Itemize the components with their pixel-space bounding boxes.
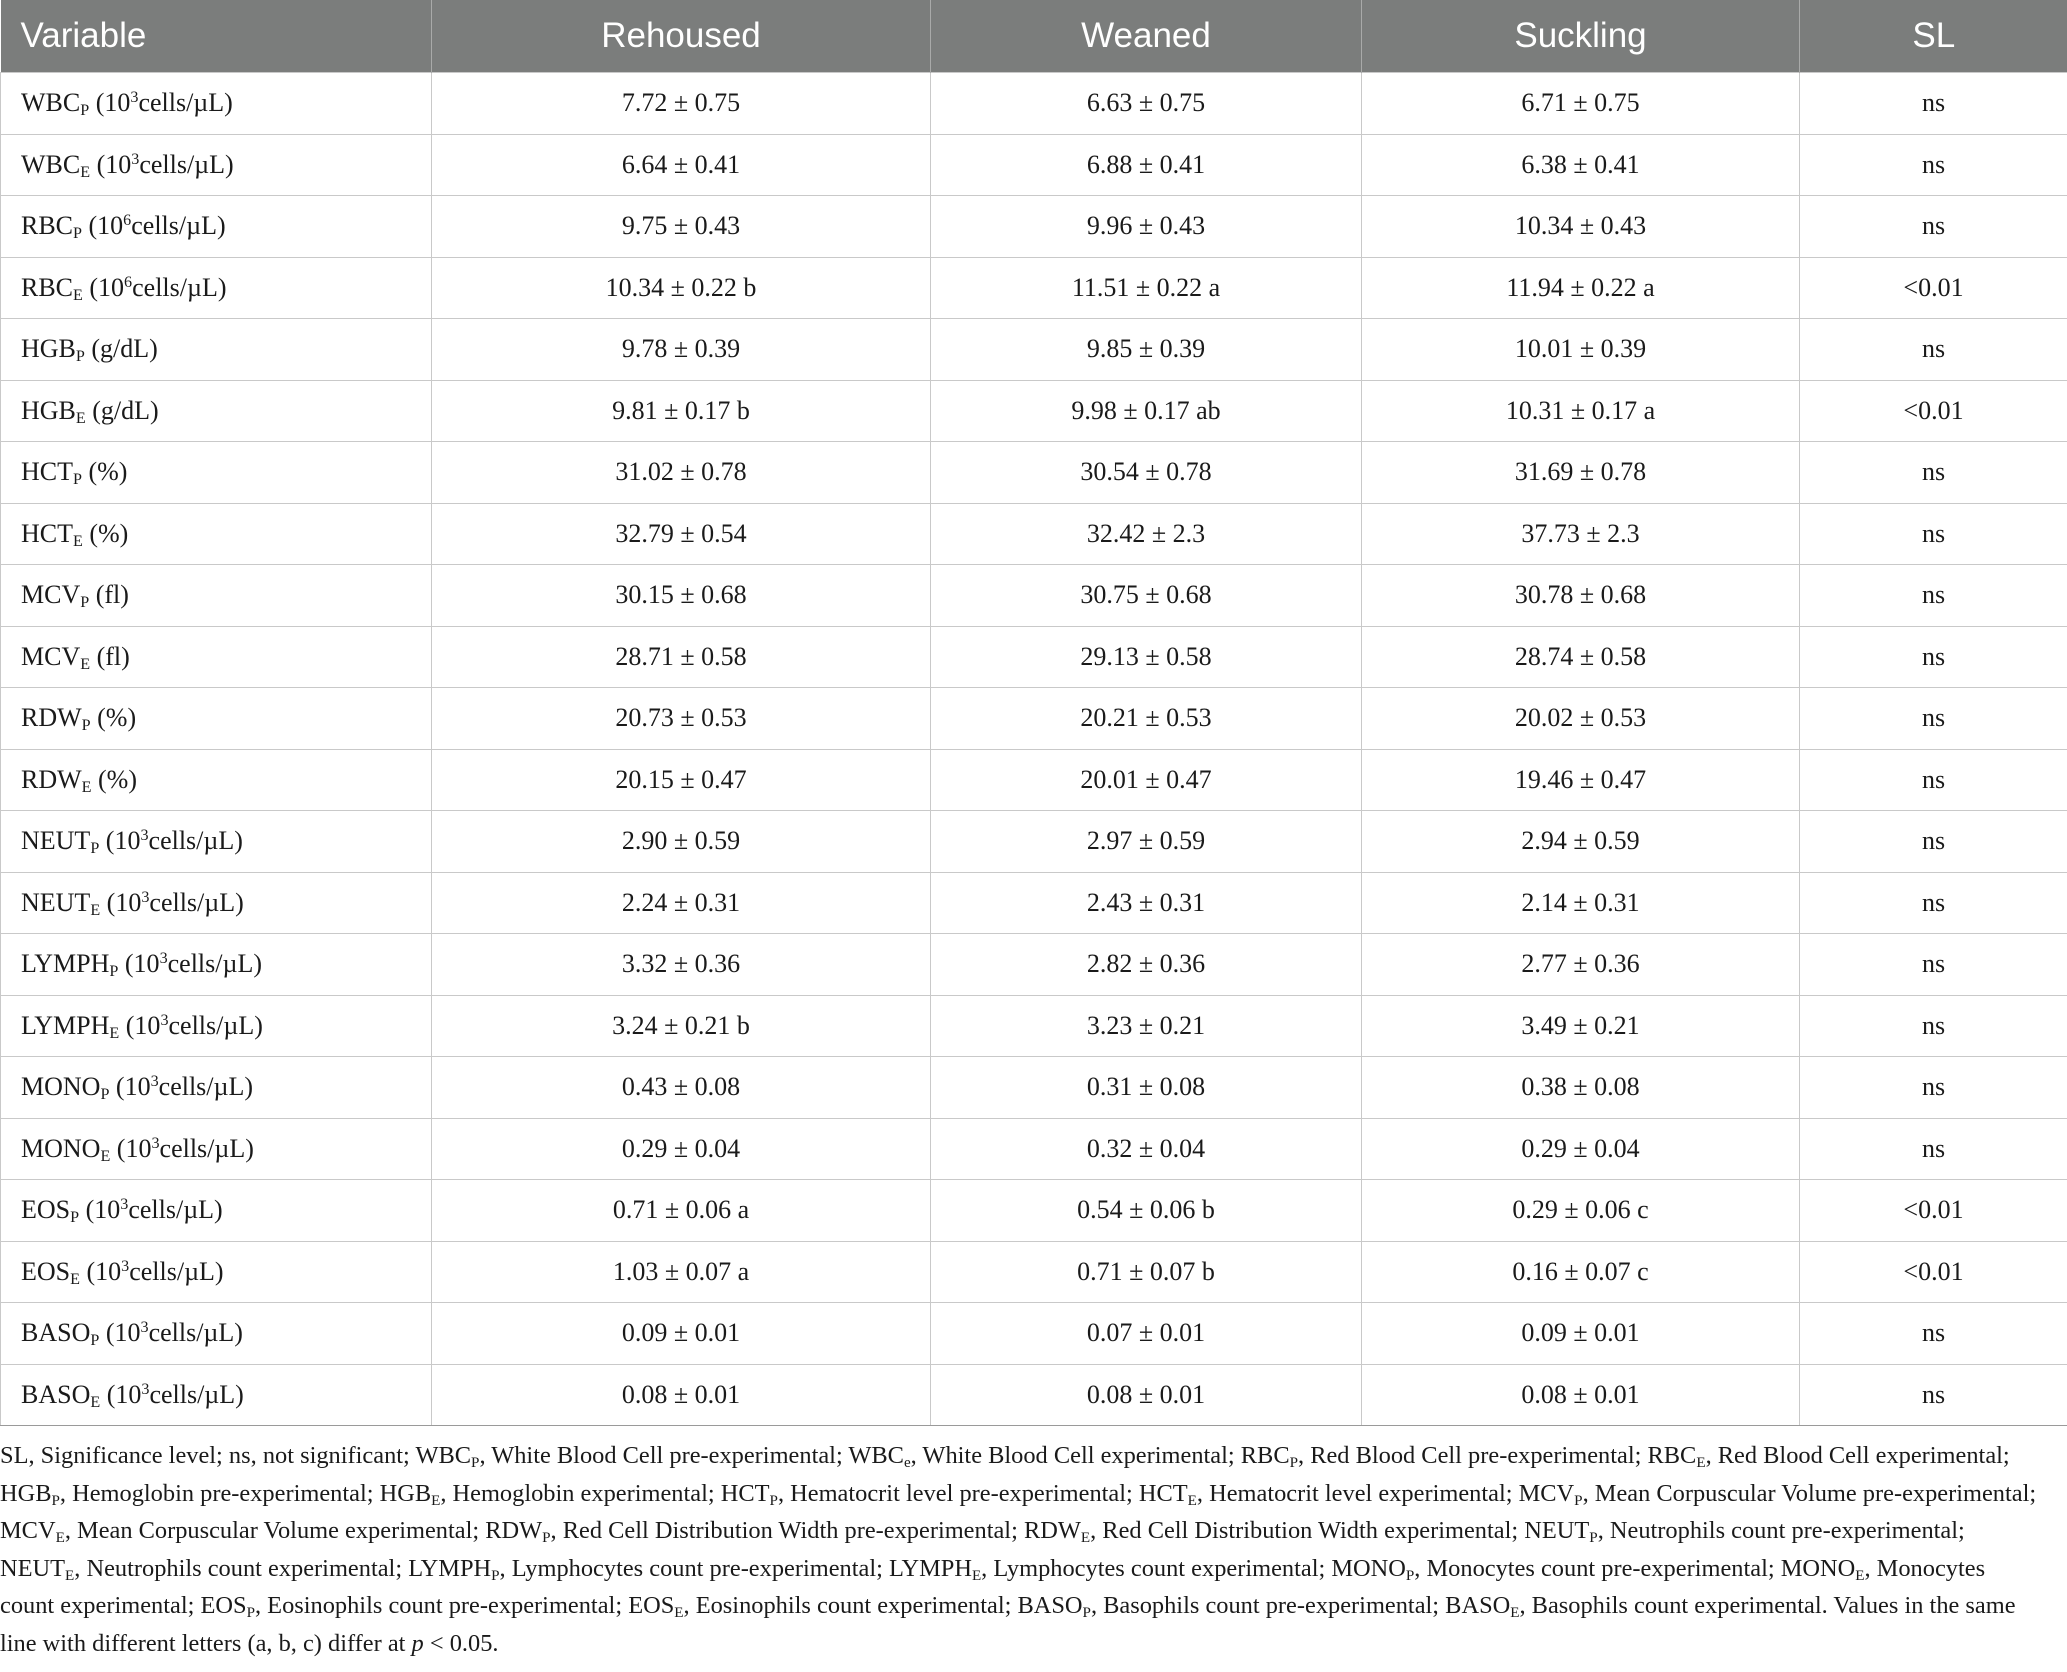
variable-name: RDW [21, 764, 82, 794]
footnote-text: , Neutrophils count pre-experimental; NEUT [0, 1517, 1965, 1582]
variable-unit: (fl) [90, 641, 130, 671]
significance-value: ns [1800, 811, 2067, 873]
variable-cell [1, 319, 432, 381]
variable-name: MCV [21, 580, 81, 610]
variable-unit-suffix: cells/µL) [128, 1195, 223, 1225]
weaned-value: 2.43 ± 0.31 [931, 872, 1362, 934]
footnote-text: , Hemoglobin experimental; HCT [440, 1479, 770, 1507]
variable-cell [1, 749, 432, 811]
variable-name: LYMPH [21, 949, 110, 979]
variable-subscript: P [90, 840, 100, 858]
footnote-text: , Mean Corpuscular Volume pre-experimental; MCV [0, 1479, 2037, 1545]
footnote-subscript: e [903, 1454, 911, 1471]
variable-name: BASO [21, 1379, 91, 1409]
variable-unit: (10 [82, 211, 124, 241]
suckling-value: 0.29 ± 0.06 c [1362, 1180, 1800, 1242]
variable-unit-suffix: cells/µL) [159, 1133, 254, 1163]
variable-subscript: E [109, 1024, 120, 1042]
table-row [1, 1118, 2067, 1180]
significance-value: <0.01 [1800, 1180, 2067, 1242]
footnote-subscript: E [674, 1605, 684, 1622]
table-row [1, 134, 2067, 196]
rehoused-value: 20.73 ± 0.53 [432, 688, 931, 750]
rehoused-value: 2.90 ± 0.59 [432, 811, 931, 873]
suckling-value: 0.16 ± 0.07 c [1362, 1241, 1800, 1303]
rehoused-value: 9.81 ± 0.17 b [432, 380, 931, 442]
variable-cell [1, 442, 432, 504]
footnote-subscript: E [1855, 1567, 1865, 1584]
rehoused-value: 9.78 ± 0.39 [432, 319, 931, 381]
column-header-variable: Variable [1, 0, 432, 73]
variable-name: MONO [21, 1133, 101, 1163]
table-row [1, 1364, 2067, 1426]
variable-name: HGB [21, 334, 76, 364]
unit-exponent: 3 [151, 1134, 160, 1152]
variable-unit-suffix: cells/µL) [168, 1010, 263, 1040]
suckling-value: 2.94 ± 0.59 [1362, 811, 1800, 873]
variable-name: MONO [21, 1072, 101, 1102]
variable-cell [1, 626, 432, 688]
significance-value: ns [1800, 934, 2067, 996]
footnote-subscript: P [471, 1454, 480, 1471]
footnote-subscript: E [55, 1529, 65, 1546]
variable-subscript: P [90, 1332, 100, 1350]
footnote-text: , Red Cell Distribution Width experimental; NEUT [1090, 1517, 1590, 1545]
suckling-value: 6.71 ± 0.75 [1362, 73, 1800, 135]
rehoused-value: 2.24 ± 0.31 [432, 872, 931, 934]
suckling-value: 2.14 ± 0.31 [1362, 872, 1800, 934]
variable-unit: (10 [89, 88, 131, 118]
significance-value: ns [1800, 565, 2067, 627]
variable-cell [1, 1364, 432, 1426]
significance-value: ns [1800, 749, 2067, 811]
table-row [1, 1241, 2067, 1303]
suckling-value: 31.69 ± 0.78 [1362, 442, 1800, 504]
variable-unit-suffix: cells/µL) [158, 1072, 254, 1102]
variable-cell [1, 1241, 432, 1303]
footnote-subscript: P [769, 1492, 778, 1509]
footnote-subscript: E [1187, 1492, 1197, 1509]
weaned-value: 29.13 ± 0.58 [931, 626, 1362, 688]
weaned-value: 32.42 ± 2.3 [931, 503, 1362, 565]
table-row [1, 872, 2067, 934]
weaned-value: 9.98 ± 0.17 ab [931, 380, 1362, 442]
significance-value: ns [1800, 503, 2067, 565]
variable-name: LYMPH [21, 1010, 110, 1040]
weaned-value: 11.51 ± 0.22 a [931, 257, 1362, 319]
variable-cell [1, 872, 432, 934]
significance-value: ns [1800, 1118, 2067, 1180]
table-row [1, 503, 2067, 565]
footnote-text: , Eosinophils count pre-experimental; EOS [254, 1592, 675, 1620]
weaned-value: 0.31 ± 0.08 [931, 1057, 1362, 1119]
variable-cell [1, 503, 432, 565]
significance-value: ns [1800, 442, 2067, 504]
variable-subscript: P [73, 471, 82, 489]
footnote-text: , Mean Corpuscular Volume experimental; RDW [64, 1517, 543, 1545]
variable-cell [1, 257, 432, 319]
variable-unit: (g/dL) [85, 395, 159, 425]
weaned-value: 3.23 ± 0.21 [931, 995, 1362, 1057]
variable-cell [1, 1057, 432, 1119]
table-body [1, 73, 2067, 1426]
footnote-subscript: P [51, 1492, 60, 1509]
footnote-text: , Basophils count experimental. Values in the same line with different letters (a, b, c) differ at [0, 1592, 2016, 1657]
table-row [1, 1303, 2067, 1365]
rehoused-value: 7.72 ± 0.75 [432, 73, 931, 135]
rehoused-value: 28.71 ± 0.58 [432, 626, 931, 688]
significance-value: ns [1800, 1057, 2067, 1119]
footnote-text: , Lymphocytes count pre-experimental; LYMPH [499, 1554, 972, 1582]
significance-value: ns [1800, 319, 2067, 381]
rehoused-value: 0.29 ± 0.04 [432, 1118, 931, 1180]
rehoused-value: 0.09 ± 0.01 [432, 1303, 931, 1365]
rehoused-value: 32.79 ± 0.54 [432, 503, 931, 565]
suckling-value: 0.08 ± 0.01 [1362, 1364, 1800, 1426]
table-row [1, 811, 2067, 873]
unit-exponent: 3 [140, 827, 149, 845]
variable-name: NEUT [21, 826, 91, 856]
significance-value: ns [1800, 134, 2067, 196]
variable-unit: (10 [82, 272, 125, 302]
variable-unit-suffix: cells/µL) [132, 272, 227, 302]
significance-value: ns [1800, 995, 2067, 1057]
footnote-text: , Hematocrit level experimental; MCV [1196, 1479, 1575, 1507]
unit-exponent: 3 [160, 1011, 169, 1029]
table-row [1, 1180, 2067, 1242]
rehoused-value: 3.32 ± 0.36 [432, 934, 931, 996]
footnote-text: , Eosinophils count experimental; BASO [683, 1592, 1083, 1620]
unit-exponent: 3 [159, 950, 168, 968]
variable-cell [1, 1303, 432, 1365]
variable-subscript: E [80, 655, 91, 673]
column-header-suckling: Suckling [1362, 0, 1800, 73]
footnote-subscript: E [1080, 1529, 1091, 1546]
variable-unit: (10 [118, 949, 160, 979]
weaned-value: 6.88 ± 0.41 [931, 134, 1362, 196]
unit-exponent: 3 [141, 1380, 150, 1398]
table-row [1, 73, 2067, 135]
variable-name: WBC [21, 88, 81, 118]
footnote-subscript: P [1574, 1492, 1583, 1509]
footnote-text: , Monocytes count experimental; EOS [0, 1554, 1986, 1620]
significance-value: ns [1800, 872, 2067, 934]
variable-name: EOS [21, 1256, 71, 1286]
variable-unit: (fl) [89, 580, 129, 610]
variable-unit: (g/dL) [84, 334, 158, 364]
variable-unit: (10 [110, 1133, 152, 1163]
variable-unit-suffix: cells/µL) [148, 826, 243, 856]
variable-unit: (%) [82, 518, 129, 548]
variable-subscript: E [73, 532, 83, 550]
variable-name: HCT [21, 457, 73, 487]
table-row [1, 626, 2067, 688]
table-row [1, 749, 2067, 811]
footnote-subscript: P [1405, 1567, 1415, 1584]
table-row [1, 565, 2067, 627]
rehoused-value: 30.15 ± 0.68 [432, 565, 931, 627]
unit-exponent: 3 [141, 888, 150, 906]
variable-unit: (10 [109, 1072, 151, 1102]
footnote-subscript: E [971, 1567, 982, 1584]
variable-unit: (%) [90, 703, 137, 733]
variable-cell [1, 1118, 432, 1180]
unit-exponent: 3 [130, 89, 139, 107]
variable-unit-suffix: cells/µL) [139, 149, 234, 179]
column-header-rehoused: Rehoused [432, 0, 931, 73]
variable-name: RBC [21, 211, 74, 241]
rehoused-value: 0.08 ± 0.01 [432, 1364, 931, 1426]
variable-cell [1, 1180, 432, 1242]
significance-value: ns [1800, 196, 2067, 258]
footnote-subscript: E [65, 1567, 75, 1584]
variable-name: EOS [21, 1195, 71, 1225]
suckling-value: 19.46 ± 0.47 [1362, 749, 1800, 811]
suckling-value: 37.73 ± 2.3 [1362, 503, 1800, 565]
variable-name: HCT [21, 518, 73, 548]
table-header [1, 0, 2067, 73]
table-row [1, 196, 2067, 258]
suckling-value: 10.31 ± 0.17 a [1362, 380, 1800, 442]
weaned-value: 6.63 ± 0.75 [931, 73, 1362, 135]
variable-cell [1, 934, 432, 996]
table-row [1, 688, 2067, 750]
variable-subscript: E [73, 286, 83, 304]
suckling-value: 2.77 ± 0.36 [1362, 934, 1800, 996]
rehoused-value: 31.02 ± 0.78 [432, 442, 931, 504]
column-header-weaned: Weaned [931, 0, 1362, 73]
variable-subscript: P [73, 225, 82, 243]
table-row [1, 319, 2067, 381]
variable-cell [1, 196, 432, 258]
suckling-value: 30.78 ± 0.68 [1362, 565, 1800, 627]
header-row [1, 0, 2067, 73]
footnote-subscript: P [246, 1605, 255, 1622]
weaned-value: 30.54 ± 0.78 [931, 442, 1362, 504]
footnote-text: < 0.05. [423, 1629, 499, 1657]
weaned-value: 0.07 ± 0.01 [931, 1303, 1362, 1365]
variable-unit: (10 [79, 1195, 121, 1225]
significance-value: <0.01 [1800, 257, 2067, 319]
footnote-text: , Hemoglobin pre-experimental; HGB [59, 1479, 432, 1507]
weaned-value: 0.71 ± 0.07 b [931, 1241, 1362, 1303]
significance-value: ns [1800, 1364, 2067, 1426]
variable-unit: (10 [100, 1379, 142, 1409]
significance-value: <0.01 [1800, 1241, 2067, 1303]
footnote-text: , Monocytes count pre-experimental; MONO [1414, 1554, 1856, 1582]
variable-unit-suffix: cells/µL) [138, 88, 233, 118]
footnote-subscript: P [542, 1529, 551, 1546]
variable-cell [1, 811, 432, 873]
variable-unit: (%) [81, 457, 128, 487]
unit-exponent: 3 [131, 150, 140, 168]
weaned-value: 9.96 ± 0.43 [931, 196, 1362, 258]
footnote-text: , Red Cell Distribution Width pre-experimental; RDW [550, 1517, 1081, 1545]
weaned-value: 0.32 ± 0.04 [931, 1118, 1362, 1180]
footnote-text: , White Blood Cell experimental; RBC [910, 1442, 1290, 1469]
significance-value: ns [1800, 73, 2067, 135]
footnote-subscript: E [1510, 1605, 1520, 1622]
unit-exponent: 6 [124, 273, 133, 291]
variable-subscript: E [90, 1393, 101, 1411]
rehoused-value: 9.75 ± 0.43 [432, 196, 931, 258]
variable-cell [1, 73, 432, 135]
variable-name: RDW [21, 703, 82, 733]
variable-name: WBC [21, 149, 81, 179]
suckling-value: 0.29 ± 0.04 [1362, 1118, 1800, 1180]
weaned-value: 0.08 ± 0.01 [931, 1364, 1362, 1426]
variable-name: NEUT [21, 887, 91, 917]
variable-cell [1, 565, 432, 627]
suckling-value: 6.38 ± 0.41 [1362, 134, 1800, 196]
significance-value: <0.01 [1800, 380, 2067, 442]
rehoused-value: 3.24 ± 0.21 b [432, 995, 931, 1057]
footnote-text: SL, Significance level; ns, not significant; WBC [0, 1442, 472, 1469]
footnote-subscript: P [1082, 1605, 1091, 1622]
variable-subscript: P [80, 102, 90, 120]
variable-unit: (10 [119, 1010, 161, 1040]
variable-unit-suffix: cells/µL) [149, 1379, 244, 1409]
footnote-text: , Red Blood Cell pre-experimental; RBC [1298, 1442, 1697, 1469]
footnote-subscript: P [1289, 1454, 1298, 1471]
weaned-value: 20.01 ± 0.47 [931, 749, 1362, 811]
unit-exponent: 6 [123, 212, 132, 230]
rehoused-value: 1.03 ± 0.07 a [432, 1241, 931, 1303]
unit-exponent: 3 [121, 1257, 130, 1275]
variable-unit: (10 [79, 1256, 122, 1286]
variable-subscript: E [70, 1270, 80, 1288]
variable-subscript: P [80, 594, 90, 612]
variable-subscript: E [75, 409, 86, 427]
significance-value: ns [1800, 688, 2067, 750]
suckling-value: 0.09 ± 0.01 [1362, 1303, 1800, 1365]
variable-subscript: E [81, 778, 92, 796]
table-row [1, 380, 2067, 442]
variable-cell [1, 380, 432, 442]
suckling-value: 28.74 ± 0.58 [1362, 626, 1800, 688]
weaned-value: 20.21 ± 0.53 [931, 688, 1362, 750]
variable-name: HGB [21, 395, 76, 425]
variable-subscript: P [100, 1086, 110, 1104]
variable-subscript: P [70, 1209, 80, 1227]
variable-unit-suffix: cells/µL) [148, 1318, 243, 1348]
table-footnote [0, 1437, 2040, 1663]
rehoused-value: 10.34 ± 0.22 b [432, 257, 931, 319]
variable-unit-suffix: cells/µL) [131, 211, 226, 241]
table-row [1, 442, 2067, 504]
variable-cell [1, 995, 432, 1057]
variable-unit-suffix: cells/µL) [167, 949, 263, 979]
footnote-italic: p [411, 1629, 424, 1657]
footnote-subscript: E [431, 1492, 441, 1509]
significance-value: ns [1800, 1303, 2067, 1365]
suckling-value: 20.02 ± 0.53 [1362, 688, 1800, 750]
rehoused-value: 20.15 ± 0.47 [432, 749, 931, 811]
variable-subscript: P [75, 348, 85, 366]
table-row [1, 1057, 2067, 1119]
variable-unit-suffix: cells/µL) [149, 887, 244, 917]
variable-subscript: P [109, 963, 119, 981]
variable-name: BASO [21, 1318, 91, 1348]
variable-subscript: E [100, 1147, 111, 1165]
variable-subscript: E [90, 901, 101, 919]
rehoused-value: 0.71 ± 0.06 a [432, 1180, 931, 1242]
variable-unit: (10 [90, 149, 132, 179]
footnote-text: , Red Blood Cell experimental; HGB [0, 1442, 2010, 1507]
variable-unit: (10 [99, 1318, 141, 1348]
suckling-value: 10.01 ± 0.39 [1362, 319, 1800, 381]
weaned-value: 2.97 ± 0.59 [931, 811, 1362, 873]
variable-name: RBC [21, 272, 74, 302]
footnote-text: , Hematocrit level pre-experimental; HCT [777, 1479, 1188, 1507]
footnote-text: , Lymphocytes count experimental; MONO [981, 1554, 1406, 1582]
suckling-value: 10.34 ± 0.43 [1362, 196, 1800, 258]
suckling-value: 3.49 ± 0.21 [1362, 995, 1800, 1057]
footnote-text: , White Blood Cell pre-experimental; WBC [479, 1442, 904, 1469]
suckling-value: 11.94 ± 0.22 a [1362, 257, 1800, 319]
table-row [1, 934, 2067, 996]
variable-subscript: E [80, 163, 91, 181]
variable-name: MCV [21, 641, 81, 671]
variable-cell [1, 134, 432, 196]
unit-exponent: 3 [150, 1073, 159, 1091]
variable-subscript: P [81, 717, 91, 735]
variable-unit-suffix: cells/µL) [129, 1256, 224, 1286]
footnote-text: , Basophils count pre-experimental; BASO [1090, 1592, 1511, 1620]
unit-exponent: 3 [120, 1196, 129, 1214]
footnote-subscript: P [491, 1567, 500, 1584]
weaned-value: 9.85 ± 0.39 [931, 319, 1362, 381]
unit-exponent: 3 [140, 1319, 149, 1337]
variable-unit: (%) [91, 764, 137, 794]
footnote-subscript: P [1589, 1529, 1598, 1546]
rehoused-value: 6.64 ± 0.41 [432, 134, 931, 196]
variable-unit: (10 [100, 887, 142, 917]
rehoused-value: 0.43 ± 0.08 [432, 1057, 931, 1119]
significance-value: ns [1800, 626, 2067, 688]
weaned-value: 0.54 ± 0.06 b [931, 1180, 1362, 1242]
variable-cell [1, 688, 432, 750]
suckling-value: 0.38 ± 0.08 [1362, 1057, 1800, 1119]
weaned-value: 30.75 ± 0.68 [931, 565, 1362, 627]
variable-unit: (10 [99, 826, 141, 856]
table-row [1, 995, 2067, 1057]
footnote-subscript: E [1696, 1454, 1706, 1471]
weaned-value: 2.82 ± 0.36 [931, 934, 1362, 996]
footnote-text: , Neutrophils count experimental; LYMPH [74, 1554, 492, 1582]
column-header-sl: SL [1800, 0, 2067, 73]
table-row [1, 257, 2067, 319]
